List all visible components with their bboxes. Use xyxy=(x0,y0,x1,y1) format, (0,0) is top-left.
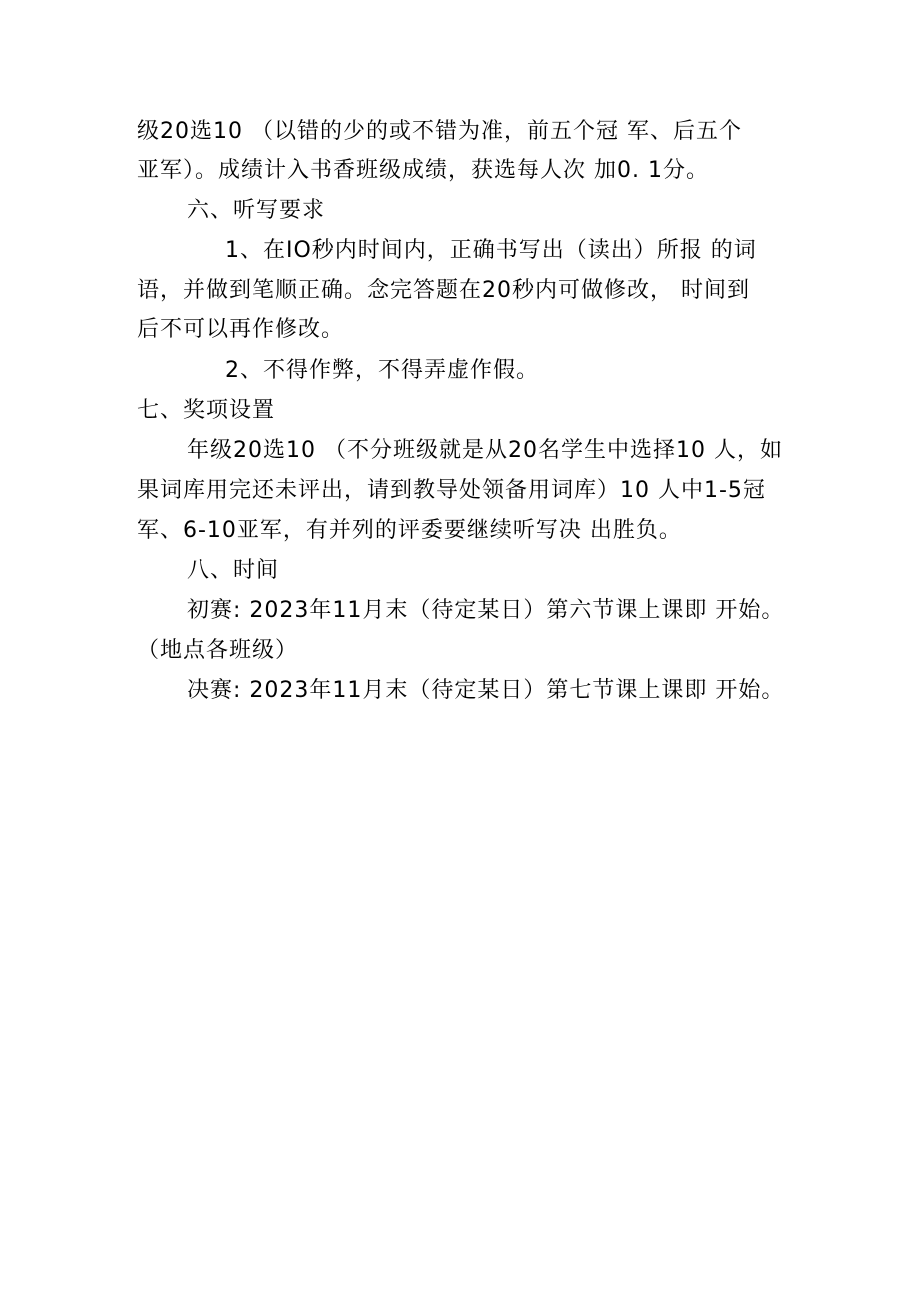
text-line-5: 语，并做到笔顺正确。念完答题在20秒内可做修改， 时间到 xyxy=(137,278,750,303)
text-line-1: 级20选10 （以错的少的或不错为准，前五个冠 军、后五个 xyxy=(137,119,742,144)
text-line-6: 后不可以再作修改。 xyxy=(137,317,345,342)
text-line-13: 初赛: 2023年11月末（待定某日）第六节课上课即 开始。 xyxy=(187,598,785,623)
text-line-11: 军、6-10亚军，有并列的评委要继续听写决 出胜负。 xyxy=(137,518,682,543)
text-line-10: 果词库用完还未评出，请到教导处领备用词库）10 人中1-5冠 xyxy=(137,478,766,503)
section-heading-dictation-requirements: 六、听写要求 xyxy=(187,198,326,223)
text-line-2: 亚军）。成绩计入书香班级成绩，获选每人次 加0. 1分。 xyxy=(137,158,709,183)
text-line-15: 决赛: 2023年11月末（待定某日）第七节课上课即 开始。 xyxy=(187,678,785,703)
text-line-9: 年级20选10 （不分班级就是从20名学生中选择10 人，如 xyxy=(187,438,783,463)
text-line-4: 1、在IO秒内时间内，正确书写出（读出）所报 的词 xyxy=(225,238,757,263)
section-heading-time: 八、时间 xyxy=(187,558,280,583)
section-heading-awards: 七、奖项设置 xyxy=(137,398,276,423)
text-line-7: 2、不得作弊，不得弄虚作假。 xyxy=(225,358,539,383)
text-line-14: （地点各班级） xyxy=(137,638,299,663)
